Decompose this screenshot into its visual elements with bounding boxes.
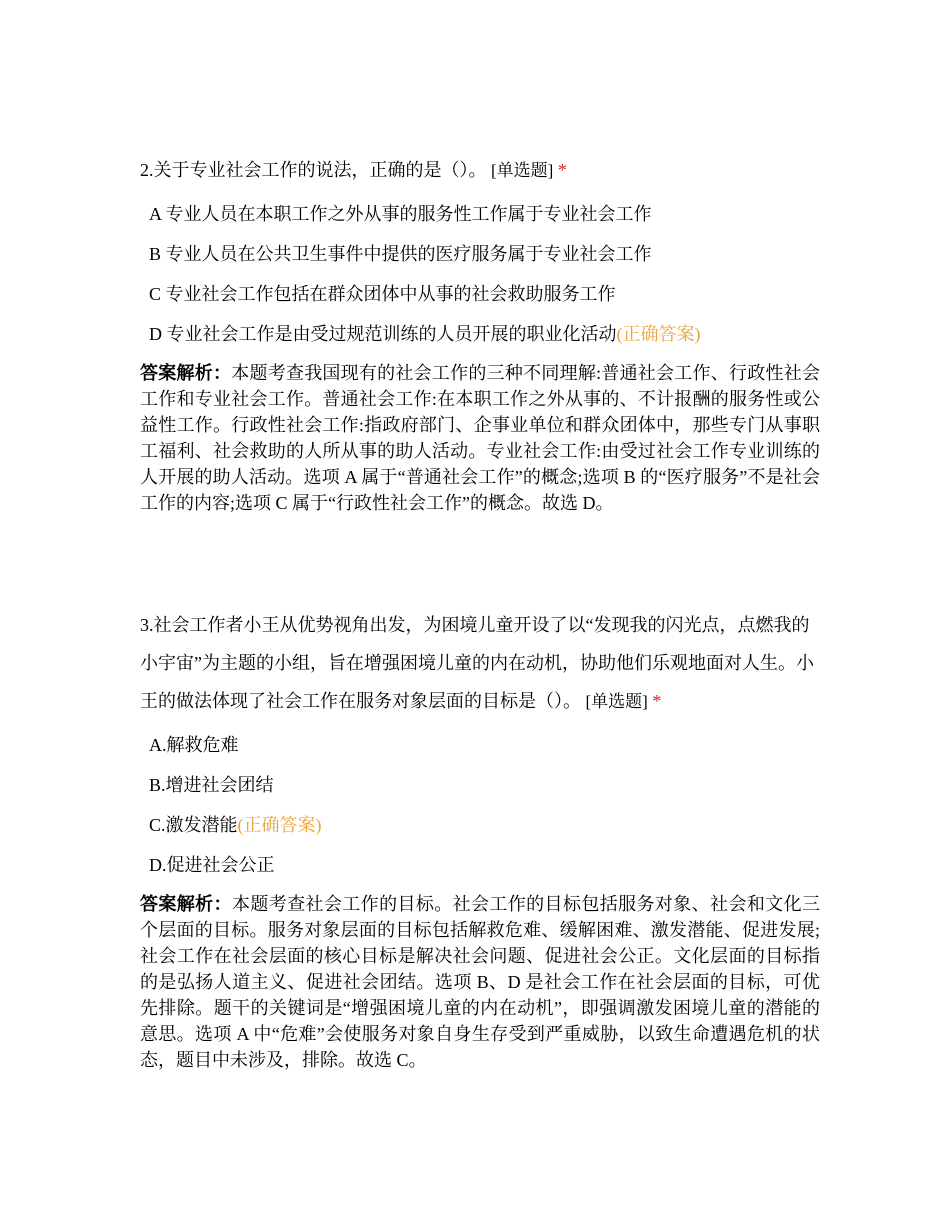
option-c[interactable]: [140, 274, 820, 314]
question-type-label: [单选题]: [585, 692, 648, 711]
option-text: A 专业人员在本职工作之外从事的服务性工作属于专业社会工作: [149, 204, 652, 224]
answer-analysis: [140, 891, 820, 1073]
question-type-label: [单选题]: [491, 161, 554, 180]
option-text: A.解救危难: [149, 735, 239, 755]
option-list: [140, 194, 820, 354]
option-text: D.促进社会公正: [149, 855, 275, 875]
analysis-text: 本题考查社会工作的目标。社会工作的目标包括服务对象、社会和文化三个层面的目标。服务对象层面的目标包括解救危难、缓解困难、激发潜能、促进发展;社会工作在社会层面的核心目标是解决社会问题、促进社会公正。文化层面的目标指的是弘扬人道主义、促进社会团结。选项 B、D 是社会工作在社会层面的目标，可优先排除。题干的关键词是“增强困境儿童的内在动机”，即强调激发困境儿童的潜能的意思。选项 A 中“危难”会使服务对象自身生存受到严重威胁，以致生命遭遇危机的状态，题目中未涉及，排除。故选 C。: [140, 894, 821, 1070]
option-d[interactable]: [140, 845, 820, 885]
analysis-label: 答案解析：: [140, 894, 232, 914]
option-text: B.增进社会团结: [149, 775, 274, 795]
option-list: [140, 725, 820, 885]
question-3: [140, 606, 820, 1073]
option-a[interactable]: [140, 194, 820, 234]
option-text: B 专业人员在公共卫生事件中提供的医疗服务属于专业社会工作: [149, 244, 652, 264]
question-text: 2.关于专业社会工作的说法，正确的是（）。: [140, 160, 487, 180]
option-text: C 专业社会工作包括在群众团体中从事的社会救助服务工作: [149, 284, 616, 304]
option-d[interactable]: [140, 314, 820, 354]
option-b[interactable]: [140, 234, 820, 274]
required-mark: *: [652, 691, 662, 711]
question-text: 3.社会工作者小王从优势视角出发，为困境儿童开设了以“发现我的闪光点，点燃我的小宇宙”为主题的小组，旨在增强困境儿童的内在动机，协助他们乐观地面对人生。小王的做法体现了社会工作在服务对象层面的目标是（）。: [140, 615, 814, 711]
option-a[interactable]: [140, 725, 820, 765]
correct-answer-tag: (正确答案): [616, 324, 701, 344]
option-b[interactable]: [140, 765, 820, 805]
question-stem: [140, 606, 820, 721]
option-c[interactable]: [140, 805, 820, 845]
option-text: C.激发潜能: [149, 815, 238, 835]
correct-answer-tag: (正确答案): [237, 815, 322, 835]
question-stem: [140, 151, 820, 190]
answer-analysis: [140, 360, 820, 516]
option-text: D 专业社会工作是由受过规范训练的人员开展的职业化活动: [149, 324, 617, 344]
analysis-text: 本题考查我国现有的社会工作的三种不同理解:普通社会工作、行政性社会工作和专业社会工作。普通社会工作:在本职工作之外从事的、不计报酬的服务性或公益性工作。行政性社会工作:指政府部门、企事业单位和群众团体中，那些专门从事职工福利、社会救助的人所从事的助人活动。专业社会工作:由受过社会工作专业训练的人开展的助人活动。选项 A 属于“普通社会工作”的概念;选项 B 的“医疗服务”不是社会工作的内容;选项 C 属于“行政性社会工作”的概念。故选 D。: [140, 363, 821, 513]
question-2: [140, 151, 820, 516]
analysis-label: 答案解析：: [140, 363, 232, 383]
required-mark: *: [557, 160, 567, 180]
